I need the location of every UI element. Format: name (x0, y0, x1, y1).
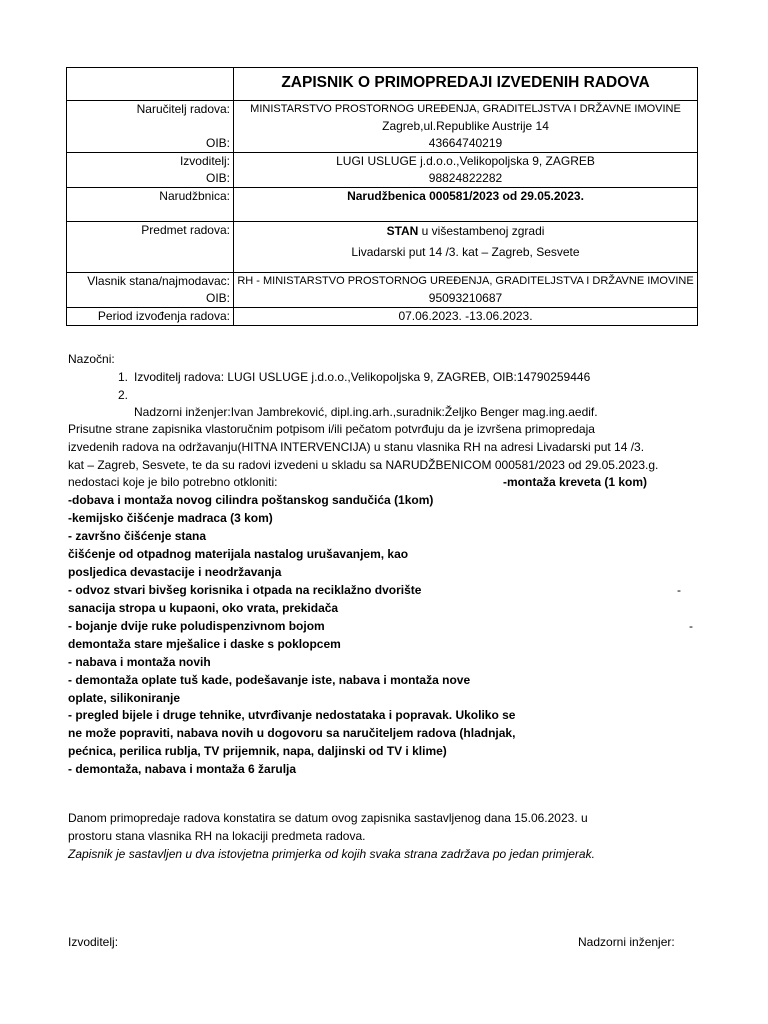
item-2-text: Nadzorni inženjer:Ivan Jambreković, dipl.ing.arh.,suradnik:Željko Benger mag.ing.aedif. (134, 405, 598, 419)
item-1-number: 1. (118, 370, 129, 384)
narucitelj-oib: 43664740219 (428, 136, 503, 150)
predmet-value-cell (234, 222, 698, 273)
predmet-desc: u višestambenoj zgradi (418, 224, 545, 238)
document-title: ZAPISNIK O PRIMOPREDAJI IZVEDENIH RADOVA (234, 68, 698, 101)
work-item-10: - nabava i montaža novih (68, 655, 211, 669)
signature-nadzorni-label: Nadzorni inženjer: (578, 935, 675, 949)
izvoditelj-value-cell (234, 153, 698, 188)
izvoditelj-oib-label: OIB: (205, 171, 230, 185)
montaza-kreveta: -montaža kreveta (1 kom) (503, 475, 648, 489)
work-item-7: sanacija stropa u kupaoni, oko vrata, prekidača (68, 601, 339, 615)
closing-line-2: prostoru stana vlasnika RH na lokaciji predmeta radova. (68, 829, 366, 843)
work-item-2: -kemijsko čišćenje madraca (3 kom) (68, 511, 273, 525)
work-item-8: - bojanje dvije ruke poludispenzivnom bojom (68, 619, 325, 633)
narudzbenica-label: Narudžbnica: (67, 188, 234, 222)
predmet-address: Livadarski put 14 /3. kat – Zagreb, Sesvete (351, 245, 580, 259)
closing-line-3: Zapisnik je sastavljen u dva istovjetna primjerka od kojih svaka strana zadržava po jedan primjerak. (68, 847, 595, 861)
narucitelj-label-cell (67, 101, 234, 153)
dash-marker-2: - (689, 619, 693, 633)
vlasnik-oib: 95093210687 (428, 291, 503, 305)
work-item-6: - odvoz stvari bivšeg korisnika i otpada na reciklažno dvorište (68, 583, 422, 597)
vlasnik-value-cell (234, 273, 698, 308)
work-item-13: - pregled bijele i druge tehnike, utvrđivanje nedostataka i popravak. Ukoliko se (68, 708, 516, 722)
work-item-4: čišćenje od otpadnog materijala nastalog urušavanjem, kao (68, 547, 409, 561)
title-row (67, 68, 698, 101)
vlasnik-oib-label: OIB: (205, 291, 230, 305)
predmet-label: Predmet radova: (67, 222, 234, 273)
work-item-3: - završno čišćenje stana (68, 529, 207, 543)
narucitelj-row (67, 101, 698, 153)
izvoditelj-row (67, 153, 698, 188)
closing-line-1: Danom primopredaje radova konstatira se datum ovog zapisnika sastavljenog dana 15.06.2023. u (68, 811, 588, 825)
period-row (67, 308, 698, 326)
period-value: 07.06.2023. -13.06.2023. (234, 308, 698, 326)
title-label-cell (67, 68, 234, 101)
work-item-15: pećnica, perilica rublja, TV prijemnik, napa, daljinski od TV i klime) (68, 744, 447, 758)
predmet-row (67, 222, 698, 273)
dash-marker-1: - (677, 583, 681, 597)
paragraph-line-2: izvedenih radova na održavanju(HITNA INTERVENCIJA) u stanu vlasnika RH na adresi Livadarski put 14 /3. (68, 440, 645, 454)
narucitelj-oib-label: OIB: (205, 136, 230, 150)
izvoditelj-oib: 98824822282 (428, 171, 503, 185)
narucitelj-name: MINISTARSTVO PROSTORNOG UREĐENJA, GRADITELJSTVA I DRŽAVNE IMOVINE (250, 103, 681, 115)
period-label: Period izvođenja radova: (67, 308, 234, 326)
narudzbenica-value: Narudžbenica 000581/2023 od 29.05.2023. (234, 188, 698, 222)
work-item-9: demontaža stare mješalice i daske s poklopcem (68, 637, 341, 651)
vlasnik-row (67, 273, 698, 308)
izvoditelj-label-cell (67, 153, 234, 188)
header-table (66, 67, 698, 326)
narucitelj-address: Zagreb,ul.Republike Austrije 14 (382, 119, 549, 133)
paragraph-line-3: kat – Zagreb, Sesvete, te da su radovi izvedeni u skladu sa NARUDŽBENICOM 000581/2023 od 29.05.2023.g. (68, 458, 659, 472)
item-1-text: Izvoditelj radova: LUGI USLUGE j.d.o.o.,Velikopoljska 9, ZAGREB, OIB:14790259446 (134, 370, 591, 384)
izvoditelj-label: Izvoditelj: (179, 154, 230, 168)
narudzbenica-row (67, 188, 698, 222)
work-item-5: posljedica devastacije i neodržavanja (68, 565, 282, 579)
vlasnik-name: RH - MINISTARSTVO PROSTORNOG UREĐENJA, GRADITELJSTVA I DRŽAVNE IMOVINE (237, 275, 694, 287)
paragraph-line-4: nedostaci koje je bilo potrebno otkloniti: (68, 475, 278, 489)
vlasnik-label-cell (67, 273, 234, 308)
nazocni-label: Nazočni: (68, 352, 115, 366)
izvoditelj-name: LUGI USLUGE j.d.o.o.,Velikopoljska 9, ZAGREB (336, 154, 595, 168)
signature-izvoditelj-label: Izvoditelj: (68, 935, 119, 949)
paragraph-line-1: Prisutne strane zapisnika vlastoručnim potpisom i/ili pečatom potvrđuju da je izvršena primopredaja (68, 422, 595, 436)
predmet-stan: STAN (386, 224, 419, 238)
work-item-14: ne može popraviti, nabava novih u dogovoru sa naručiteljem radova (hladnjak, (68, 726, 516, 740)
vlasnik-label: Vlasnik stana/najmodavac: (87, 274, 230, 288)
work-item-1: -dobava i montaža novog cilindra poštanskog sandučića (1kom) (68, 493, 434, 507)
work-item-11: - demontaža oplate tuš kade, podešavanje iste, nabava i montaža nove (68, 673, 471, 687)
narucitelj-value-cell (234, 101, 698, 153)
item-2-number: 2. (118, 388, 129, 402)
work-item-12: oplate, silikoniranje (68, 691, 181, 705)
narucitelj-label: Naručitelj radova: (136, 102, 230, 116)
work-item-16: - demontaža, nabava i montaža 6 žarulja (68, 762, 297, 776)
